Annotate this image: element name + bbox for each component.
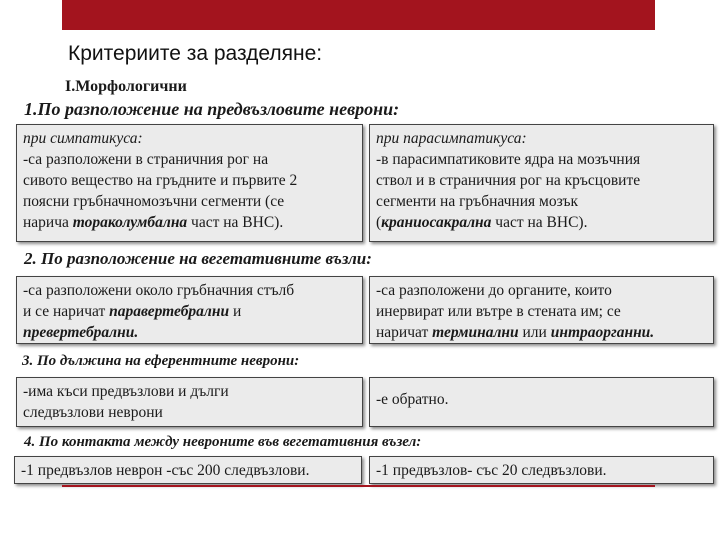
section1-right-box (369, 124, 714, 242)
section2-left-term2: превертебрални. (23, 324, 139, 341)
section3-left-line1: -има къси предвъзлови и дълги (23, 383, 229, 400)
section1-right-line2: ствол и в страничния рог на кръсцовите (376, 172, 641, 189)
section3-right-line1: -е обратно. (376, 391, 449, 408)
section4-right-text: -1 предвъзлов- със 20 следвъзлови. (376, 462, 607, 479)
section1-left-term: тораколумбална (72, 214, 188, 231)
section2-left-term1: паравертебрални (109, 303, 230, 320)
section2-right-line3 (376, 322, 707, 343)
section3-heading: 3. По дължина на еферентните неврони: (22, 353, 300, 369)
section3-left-box (16, 377, 363, 427)
section3-right-box (369, 377, 714, 427)
section1-left-line1: -са разположени в страничния рог на (23, 151, 269, 168)
bottom-accent-line (62, 485, 655, 487)
section4-heading: 4. По контакта между невроните във вегетативния възел: (24, 434, 422, 450)
section2-right-term1: терминални (432, 324, 519, 341)
section1-left-line3: поясни гръбначномозъчни сегменти (се (23, 193, 285, 210)
page-title: Критериите за разделяне: (68, 42, 323, 65)
section1-heading: 1.По разположение на предвъзловите неврони: (24, 99, 400, 119)
section2-heading: 2. По разположение на вегетативните възли: (24, 249, 372, 268)
section2-left-line1: -са разположени около гръбначния стълб (23, 282, 295, 299)
section1-left-label: при симпатикуса: (23, 130, 143, 147)
section2-right-term2: интраорганни. (550, 324, 655, 341)
section1-left-line4 (23, 212, 356, 233)
section2-right-line1: -са разположени до органите, които (376, 282, 612, 299)
section1-right-line1: -в парасимпатиковите ядра на мозъчния (376, 151, 641, 168)
section3-left-line2: следвъзлови неврони (23, 404, 163, 421)
section1-left-line2: сивото вещество на гръдните и първите 2 (23, 172, 298, 189)
section2-right-line3-mid: или (518, 324, 551, 341)
top-accent-bar (62, 0, 655, 30)
section2-left-line2 (23, 301, 356, 322)
section1-right-line4-pre: ( (376, 214, 382, 231)
section4-right-box (369, 456, 714, 484)
section2-right-line2: инервират или вътре в стената им; се (376, 303, 621, 320)
section1-right-line3: сегменти на гръбначния мозък (376, 193, 578, 210)
section4-left-text: -1 предвъзлов неврон -със 200 следвъзлови. (21, 462, 310, 479)
section1-right-line4 (376, 212, 707, 233)
section1-left-box (16, 124, 363, 242)
section4-left-box (14, 456, 362, 484)
section2-right-box (369, 276, 714, 344)
section2-right-line3-pre: наричат (376, 324, 433, 341)
section1-right-label: при парасимпатикуса: (376, 130, 527, 147)
section1-right-line4-post: част на ВНС). (491, 214, 588, 231)
section1-left-line4-post: част на ВНС). (187, 214, 284, 231)
section2-left-line2-post: и (229, 303, 242, 320)
section1-left-line4-pre: нарича (23, 214, 73, 231)
page-subtitle: I.Морфологични (65, 78, 187, 95)
section1-right-term: краниосакрална (381, 214, 492, 231)
section2-left-line2-pre: и се наричат (23, 303, 110, 320)
section2-left-box (16, 276, 363, 344)
